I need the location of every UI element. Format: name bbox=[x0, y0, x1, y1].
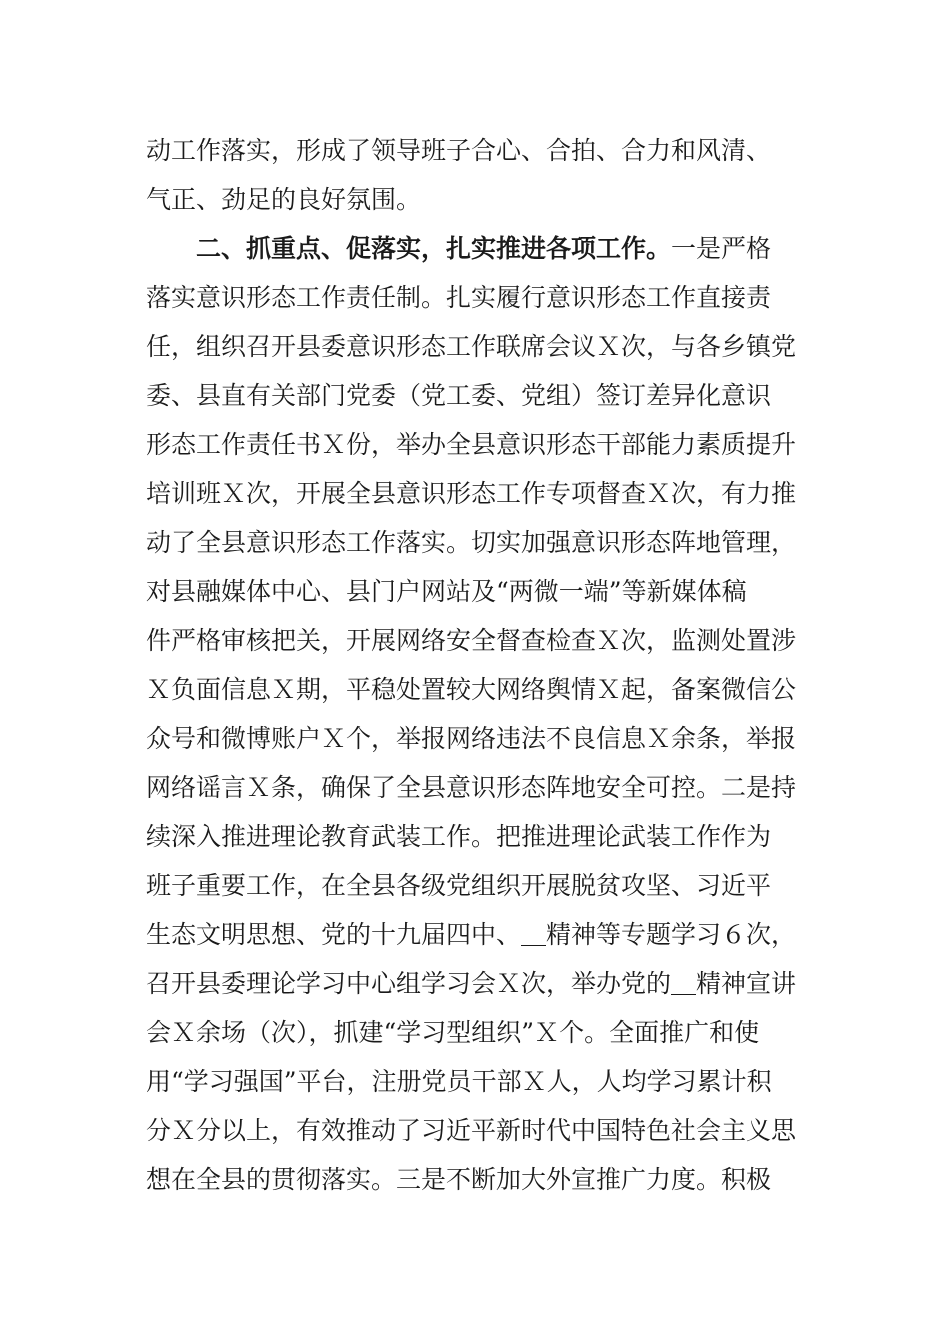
text-line: 动了全县意识形态工作落实。切实加强意识形态阵地管理， bbox=[146, 528, 797, 557]
text-line: 委、县直有关部门党委（党工委、党组）签订差异化意识 bbox=[146, 381, 772, 410]
text-line: 形态工作责任书Ｘ份，举办全县意识形态干部能力素质提升 bbox=[146, 430, 797, 459]
text-line: 网络谣言Ｘ条，确保了全县意识形态阵地安全可控。二是持 bbox=[146, 773, 797, 802]
text-line: 气正、劲足的良好氛围。 bbox=[146, 185, 422, 214]
text-line: 生态文明思想、党的十九届四中、＿精神等专题学习６次， bbox=[146, 920, 797, 949]
body-text bbox=[146, 126, 811, 1204]
text-line: 分Ｘ分以上，有效推动了习近平新时代中国特色社会主义思 bbox=[146, 1116, 797, 1145]
section-heading-line bbox=[146, 224, 811, 273]
text-line: 件严格审核把关，开展网络安全督查检查Ｘ次，监测处置涉 bbox=[146, 626, 797, 655]
text-span: 一是严格 bbox=[671, 234, 772, 263]
text-line: 动工作落实，形成了领导班子合心、合拍、合力和风清、 bbox=[146, 136, 772, 165]
section-heading: 二、抓重点、促落实，扎实推进各项工作。 bbox=[196, 234, 672, 263]
text-line: 任，组织召开县委意识形态工作联席会议Ｘ次，与各乡镇党 bbox=[146, 332, 797, 361]
text-line: 落实意识形态工作责任制。扎实履行意识形态工作直接责 bbox=[146, 283, 772, 312]
text-line: 培训班Ｘ次，开展全县意识形态工作专项督查Ｘ次，有力推 bbox=[146, 479, 797, 508]
text-line: 续深入推进理论教育武装工作。把推进理论武装工作作为 bbox=[146, 822, 772, 851]
text-line: 召开县委理论学习中心组学习会Ｘ次，举办党的＿精神宣讲 bbox=[146, 969, 797, 998]
text-line: 会Ｘ余场（次），抓建“学习型组织”Ｘ个。全面推广和使 bbox=[146, 1018, 760, 1047]
text-line: 对县融媒体中心、县门户网站及“两微一端”等新媒体稿 bbox=[146, 577, 747, 606]
text-line: 班子重要工作，在全县各级党组织开展脱贫攻坚、习近平 bbox=[146, 871, 772, 900]
text-line: 用“学习强国”平台，注册党员干部Ｘ人，人均学习累计积 bbox=[146, 1067, 772, 1096]
text-line: Ｘ负面信息Ｘ期，平稳处置较大网络舆情Ｘ起，备案微信公 bbox=[146, 675, 797, 704]
text-line: 众号和微博账户Ｘ个，举报网络违法不良信息Ｘ余条，举报 bbox=[146, 724, 797, 753]
text-line: 想在全县的贯彻落实。三是不断加大外宣推广力度。积极 bbox=[146, 1165, 772, 1194]
